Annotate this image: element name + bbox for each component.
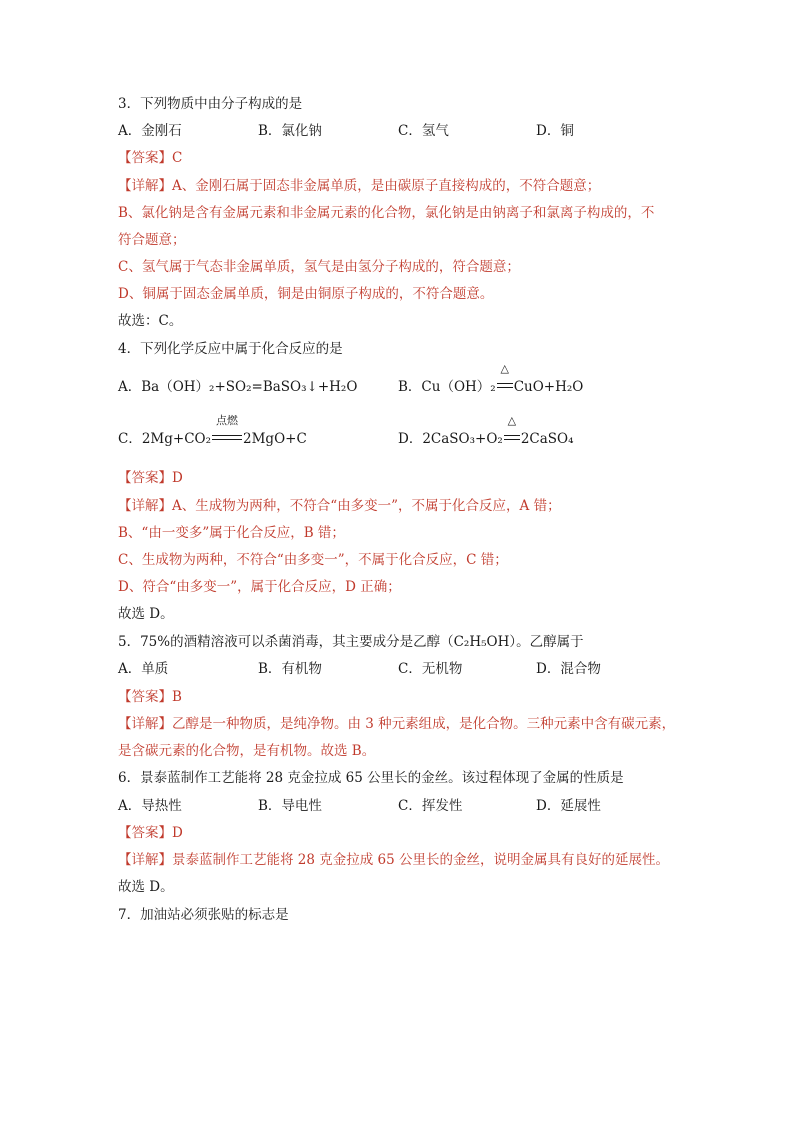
q3-stem: 3．下列物质中由分子构成的是 [118,96,303,112]
q4-stem: 4．下列化学反应中属于化合反应的是 [118,341,343,357]
q3-answer: 【答案】C [118,150,183,166]
q4-detail-line-2: B、“由一变多”属于化合反应，B 错； [118,525,345,541]
q3-conclusion: 故选：C。 [118,313,183,329]
q6-conclusion: 故选 D。 [118,879,174,895]
q3-option-a: A．金刚石 [118,123,182,139]
q6-option-d: D．延展性 [536,798,601,814]
q3-detail-line-4: C、氢气属于气态非金属单质，氢气是由氢分子构成的，符合题意； [118,259,520,275]
q3-detail-line-3: 符合题意； [118,232,186,248]
q5-option-a: A．单质 [118,661,169,677]
q5-stem: 5．75%的酒精溶液可以杀菌消毒，其主要成分是乙醇（C₂H₅OH）。乙醇属于 [118,634,584,650]
heat-condition-equals: △ [504,429,520,449]
q7-stem: 7．加油站必须张贴的标志是 [118,907,289,923]
q4-option-c: C．2Mg+CO₂ 点燃 2MgO+C [118,414,307,447]
q5-option-d: D．混合物 [536,661,601,677]
q6-answer: 【答案】D [118,825,183,841]
q3-detail-line-5: D、铜属于固态金属单质，铜是由铜原子构成的，不符合题意。 [118,286,494,302]
q5-option-b: B．有机物 [258,661,322,677]
q5-option-c: C．无机物 [398,661,463,677]
q4-conclusion: 故选 D。 [118,606,174,622]
q6-detail-label: 【详解】 [118,852,172,868]
q3-option-c: C．氢气 [398,123,449,139]
q6-option-a: A．导热性 [118,798,182,814]
q3-detail-line-2: B、氯化钠是含有金属元素和非金属元素的化合物，氯化钠是由钠离子和氯离子构成的，不 [118,205,655,221]
q4-detail-line-1: 【详解】A、生成物为两种，不符合“由多变一”，不属于化合反应，A 错； [118,498,561,514]
q3-detail-line-1: 【详解】A、金刚石属于固态非金属单质，是由碳原子直接构成的，不符合题意； [118,178,601,194]
q4-option-d: D．2CaSO₃+O₂ △ 2CaSO₄ [398,414,574,447]
q6-detail-line-1: 【详解】景泰蓝制作工艺能将 28 克金拉成 65 公里长的金丝，说明金属具有良好的延展性。 [118,852,670,868]
q4-option-b: B．Cu（OH）₂ △ CuO+H₂O [398,362,584,395]
q6-option-c: C．挥发性 [398,798,463,814]
q5-detail-label: 【详解】 [118,716,172,732]
q4-answer: 【答案】D [118,470,183,486]
heat-condition-equals: △ [497,377,513,397]
q6-option-b: B．导电性 [258,798,322,814]
q4-detail-line-4: D、符合“由多变一”，属于化合反应，D 正确； [118,579,401,595]
ignite-condition-equals: 点燃 [212,429,242,449]
q4-option-a: A．Ba（OH）₂+SO₂=BaSO₃↓+H₂O [118,379,358,395]
q5-detail-line-2: 是含碳元素的化合物，是有机物。故选 B。 [118,743,376,759]
q3-detail-label: 【详解】 [118,178,172,194]
q3-option-b: B．氯化钠 [258,123,322,139]
q5-answer: 【答案】B [118,689,182,705]
q4-detail-label: 【详解】 [118,498,172,514]
q5-detail-line-1: 【详解】乙醇是一种物质，是纯净物。由 3 种元素组成，是化合物。三种元素中含有碳元素， [118,716,676,732]
q3-option-d: D．铜 [536,123,574,139]
q4-detail-line-3: C、生成物为两种，不符合“由多变一”，不属于化合反应，C 错； [118,552,508,568]
q6-stem: 6．景泰蓝制作工艺能将 28 克金拉成 65 公里长的金丝。该过程体现了金属的性质是 [118,770,624,786]
